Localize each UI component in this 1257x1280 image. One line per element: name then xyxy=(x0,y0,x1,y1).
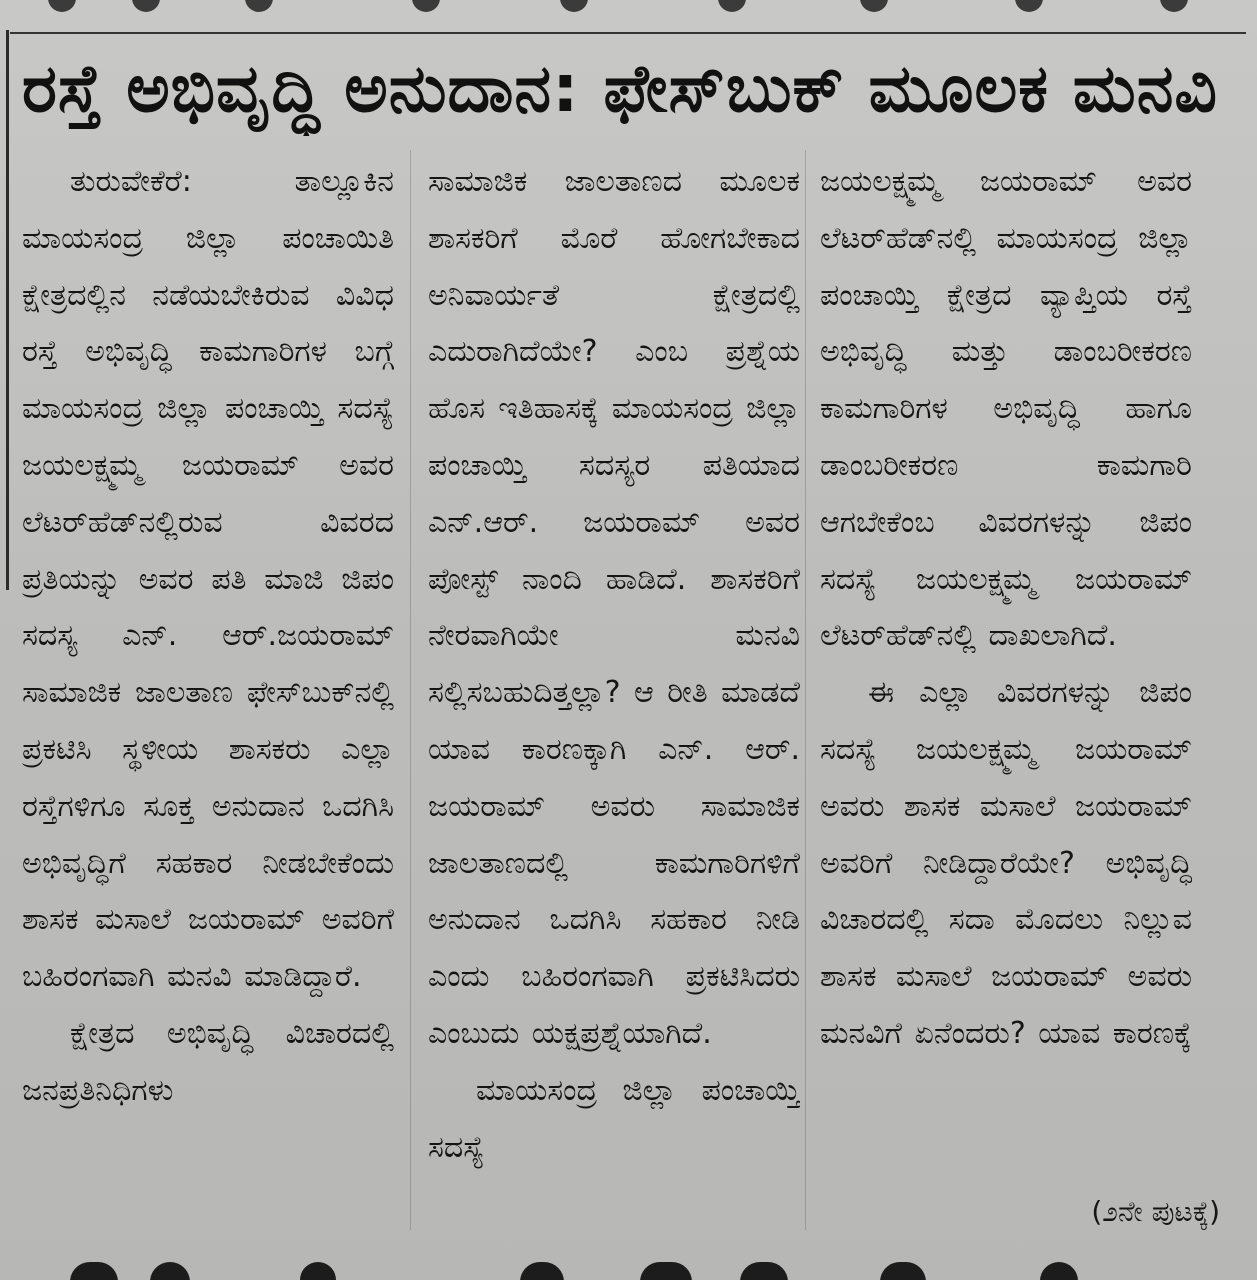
previous-article-text-strip xyxy=(0,0,1257,28)
column-divider xyxy=(805,150,806,1230)
article-headline: ರಸ್ತೆ ಅಭಿವೃದ್ಧಿ ಅನುದಾನ: ಫೇಸ್‌ಬುಕ್ ಮೂಲಕ ಮನವಿ xyxy=(22,50,1218,127)
left-border-rule xyxy=(6,30,9,590)
column-3-paragraph-2: ಈ ಎಲ್ಲಾ ವಿವರಗಳನ್ನು ಜಿಪಂ ಸದಸ್ಯೆ ಜಯಲಕ್ಷ್ಮಮ್ಮ ಜಯರಾಮ್ ಅವರು ಶಾಸಕ ಮಸಾಲೆ ಜಯರಾಮ್ ಅವರಿಗೆ ನೀಡಿದ್ದಾರೆಯೇ? ಅಭಿವೃದ್ಧಿ ವಿಚಾರದಲ್ಲಿ ಸದಾ ಮೊದಲು ನಿಲ್ಲುವ ಶಾಸಕ ಮಸಾಲೆ ಜಯರಾಮ್ ಅವರು ಮನವಿಗೆ ಏನೆಂದರು? ಯಾವ ಕಾರಣಕ್ಕೆ xyxy=(820,675,1192,1051)
article-column-2 xyxy=(428,154,800,1234)
column-2-paragraph-1: ಸಾಮಾಜಿಕ ಜಾಲತಾಣದ ಮೂಲಕ ಶಾಸಕರಿಗೆ ಮೊರೆ ಹೋಗಬೇಕಾದ ಅನಿವಾರ್ಯತೆ ಕ್ಷೇತ್ರದಲ್ಲಿ ಎದುರಾಗಿದೆಯೇ? ಎಂಬ ಪ್ರಶ್ನೆಯ ಹೊಸ ಇತಿಹಾಸಕ್ಕೆ ಮಾಯಸಂದ್ರ ಜಿಲ್ಲಾ ಪಂಚಾಯ್ತಿ ಸದಸ್ಯರ ಪತಿಯಾದ ಎನ್.ಆರ್. ಜಯರಾಮ್ ಅವರ ಪೋಸ್ಟ್ ನಾಂದಿ ಹಾಡಿದೆ. ಶಾಸಕರಿಗೆ ನೇರವಾಗಿಯೇ ಮನವಿ ಸಲ್ಲಿಸಬಹುದಿತ್ತಲ್ಲಾ? ಆ ರೀತಿ ಮಾಡದೆ ಯಾವ ಕಾರಣಕ್ಕಾಗಿ ಎನ್. ಆರ್. ಜಯರಾಮ್ ಅವರು ಸಾಮಾಜಿಕ ಜಾಲತಾಣದಲ್ಲಿ ಕಾಮಗಾರಿಗಳಿಗೆ ಅನುದಾನ ಒದಗಿಸಿ ಸಹಕಾರ ನೀಡಿ ಎಂದು ಬಹಿರಂಗವಾಗಿ ಪ್ರಕಟಿಸಿದರು ಎಂಬುದು ಯಕ್ಷಪ್ರಶ್ನೆಯಾಗಿದೆ. xyxy=(428,164,800,1051)
column-2-paragraph-2: ಮಾಯಸಂದ್ರ ಜಿಲ್ಲಾ ಪಂಚಾಯ್ತಿ ಸದಸ್ಯೆ xyxy=(428,1072,800,1165)
continued-on-page-note: (೨ನೇ ಪುಟಕ್ಕೆ) xyxy=(1091,1195,1220,1228)
article-column-3 xyxy=(820,154,1192,1234)
column-1-paragraph-1: ತುರುವೇಕೆರೆ: ತಾಲ್ಲೂಕಿನ ಮಾಯಸಂದ್ರ ಜಿಲ್ಲಾ ಪಂಚಾಯಿತಿ ಕ್ಷೇತ್ರದಲ್ಲಿನ ನಡೆಯಬೇಕಿರುವ ವಿವಿಧ ರಸ್ತೆ ಅಭಿವೃದ್ಧಿ ಕಾಮಗಾರಿಗಳ ಬಗ್ಗೆ ಮಾಯಸಂದ್ರ ಜಿಲ್ಲಾ ಪಂಚಾಯ್ತಿ ಸದಸ್ಯೆ ಜಯಲಕ್ಷ್ಮಮ್ಮ ಜಯರಾಮ್ ಅವರ ಲೆಟರ್‌ಹೆಡ್‌ನಲ್ಲಿರುವ ವಿವರದ ಪ್ರತಿಯನ್ನು ಅವರ ಪತಿ ಮಾಜಿ ಜಿಪಂ ಸದಸ್ಯ ಎನ್. ಆರ್.ಜಯರಾಮ್ ಸಾಮಾಜಿಕ ಜಾಲತಾಣ ಫೇಸ್‌ಬುಕ್‌ನಲ್ಲಿ ಪ್ರಕಟಿಸಿ ಸ್ಥಳೀಯ ಶಾಸಕರು ಎಲ್ಲಾ ರಸ್ತೆಗಳಿಗೂ ಸೂಕ್ತ ಅನುದಾನ ಒದಗಿಸಿ ಅಭಿವೃದ್ಧಿಗೆ ಸಹಕಾರ ನೀಡಬೇಕೆಂದು ಶಾಸಕ ಮಸಾಲೆ ಜಯರಾಮ್ ಅವರಿಗೆ ಬಹಿರಂಗವಾಗಿ ಮನವಿ ಮಾಡಿದ್ದಾರೆ. xyxy=(22,164,394,995)
article-column-1 xyxy=(22,154,394,1234)
headline-rule xyxy=(10,32,1246,34)
column-divider xyxy=(410,150,411,1230)
column-1-paragraph-2: ಕ್ಷೇತ್ರದ ಅಭಿವೃದ್ಧಿ ವಿಚಾರದಲ್ಲಿ ಜನಪ್ರತಿನಿಧಿಗಳು xyxy=(22,1015,394,1108)
next-article-text-strip xyxy=(0,1258,1257,1280)
column-3-paragraph-1: ಜಯಲಕ್ಷ್ಮಮ್ಮ ಜಯರಾಮ್ ಅವರ ಲೆಟರ್‌ಹೆಡ್‌ನಲ್ಲಿ ಮಾಯಸಂದ್ರ ಜಿಲ್ಲಾ ಪಂಚಾಯ್ತಿ ಕ್ಷೇತ್ರದ ವ್ಯಾಪ್ತಿಯ ರಸ್ತೆ ಅಭಿವೃದ್ಧಿ ಮತ್ತು ಡಾಂಬರೀಕರಣ ಕಾಮಗಾರಿಗಳ ಅಭಿವೃದ್ಧಿ ಹಾಗೂ ಡಾಂಬರೀಕರಣ ಕಾಮಗಾರಿ ಆಗಬೇಕೆಂಬ ವಿವರಗಳನ್ನು ಜಿಪಂ ಸದಸ್ಯೆ ಜಯಲಕ್ಷ್ಮಮ್ಮ ಜಯರಾಮ್ ಲೆಟರ್‌ಹೆಡ್‌ನಲ್ಲಿ ದಾಖಲಾಗಿದೆ. xyxy=(820,164,1192,654)
